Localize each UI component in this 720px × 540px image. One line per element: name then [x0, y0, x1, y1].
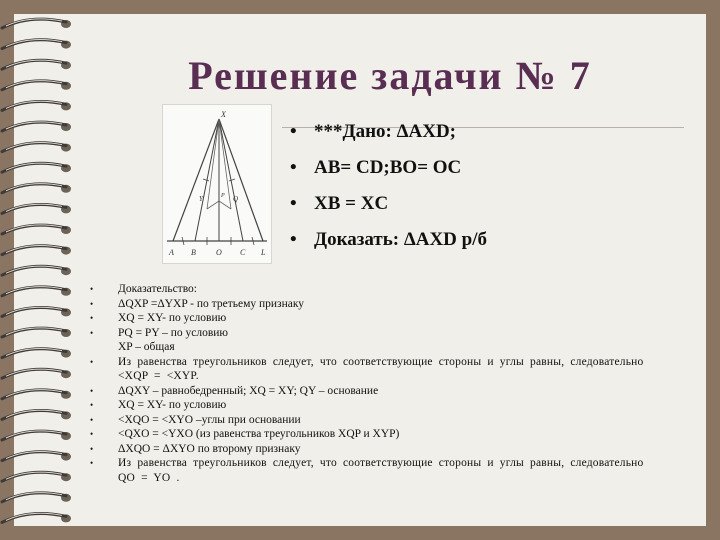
vertex-label-o: O: [216, 248, 222, 257]
side-label-p: P: [221, 193, 225, 199]
side-label-q: Q: [233, 195, 239, 203]
proof-item: [90, 326, 650, 341]
ring: [2, 142, 71, 151]
ring: [2, 451, 71, 460]
proof-text: Доказательство:: [118, 283, 198, 295]
proof-text: PQ = PY – по условию: [118, 326, 229, 339]
side-label-y: Y: [199, 195, 203, 203]
vertex-label-c: C: [240, 248, 246, 257]
ring: [2, 472, 71, 481]
bullet: •: [90, 400, 94, 410]
ring: [2, 19, 71, 28]
bullet: •: [90, 443, 94, 454]
vertex-label-x: X: [221, 110, 226, 119]
proof-item: [90, 456, 650, 485]
bullet: •: [290, 157, 297, 178]
proof-text: XQ = XY- по условию: [118, 399, 227, 411]
ring: [2, 122, 71, 131]
given-text: XB = XC: [314, 193, 389, 214]
proof-text: <XQO = <XYO –углы при основании: [118, 413, 301, 426]
ring: [2, 410, 71, 419]
given-item: [290, 118, 690, 154]
ring: [2, 431, 71, 440]
bullet: •: [90, 313, 94, 323]
bullet: •: [90, 327, 94, 338]
given-item: [290, 154, 690, 190]
proof-text: Из равенства треугольников следует, что соответствующие стороны и углы равны, следовательно <XQP = <XYP.: [118, 355, 644, 382]
given-text: ***Дано: ΔAXD;: [314, 121, 456, 142]
ring: [2, 328, 71, 337]
given-list: [290, 118, 690, 262]
ring: [2, 369, 71, 378]
ring: [2, 81, 71, 90]
bullet: •: [290, 121, 297, 142]
proof-item: [90, 398, 650, 413]
vertex-label-a: A: [169, 248, 174, 257]
ring: [2, 39, 71, 48]
vertex-label-d: L: [261, 248, 266, 257]
ring: [2, 266, 71, 275]
ring: [2, 513, 71, 522]
ring: [2, 307, 71, 316]
ring: [2, 390, 71, 399]
ring: [2, 184, 71, 193]
ring: [2, 287, 71, 296]
bullet: •: [90, 298, 94, 309]
triangle-figure: [162, 104, 272, 264]
bullet: •: [90, 429, 94, 439]
ring: [2, 348, 71, 357]
proof-list: [90, 282, 650, 485]
bullet: •: [90, 385, 94, 396]
bullet: •: [90, 414, 94, 425]
bullet: •: [290, 193, 297, 214]
ring: [2, 225, 71, 234]
ring: [2, 493, 71, 502]
proof-item: [90, 311, 650, 326]
proof-text: ΔQXY – равнобедренный; XQ = XY; QY – основание: [118, 384, 379, 397]
ring: [2, 204, 71, 213]
proof-item: [90, 297, 650, 312]
proof-item: [90, 413, 650, 428]
proof-item: [90, 282, 650, 297]
bullet: •: [90, 356, 94, 367]
ring: [2, 245, 71, 254]
proof-item: [90, 340, 650, 355]
bullet: [90, 340, 118, 355]
proof-item: [90, 355, 650, 384]
triangle-drawing: [163, 105, 271, 263]
proof-text: XP – общая: [118, 341, 175, 353]
given-text: AB= CD;BO= OC: [314, 157, 462, 178]
proof-text: ΔQXP =ΔYXP - по третьему признаку: [118, 297, 304, 310]
proof-item: [90, 442, 650, 457]
ring: [2, 163, 71, 172]
bullet: •: [90, 458, 94, 468]
bullet: •: [90, 284, 94, 294]
given-item: [290, 190, 690, 226]
slide-title: Решение задачи № 7: [188, 53, 592, 98]
proof-text: ΔXQO = ΔXYO по второму признаку: [118, 442, 301, 455]
ring: [2, 101, 71, 110]
bullet: •: [290, 229, 297, 250]
proof-item: [90, 427, 650, 442]
proof-item: [90, 384, 650, 399]
given-item: [290, 226, 690, 262]
notebook-rings: [0, 10, 90, 530]
vertex-label-b: B: [191, 248, 196, 257]
proof-text: <QXO = <YXO (из равенства треугольников XQP и XYP): [118, 428, 400, 440]
proof-text: Из равенства треугольников следует, что соответствующие стороны и углы равны, следовательно QO = YO .: [118, 457, 644, 484]
proof-text: XQ = XY- по условию: [118, 312, 227, 324]
given-text: Доказать: ΔAXD р/б: [314, 229, 488, 250]
ring: [2, 60, 71, 69]
